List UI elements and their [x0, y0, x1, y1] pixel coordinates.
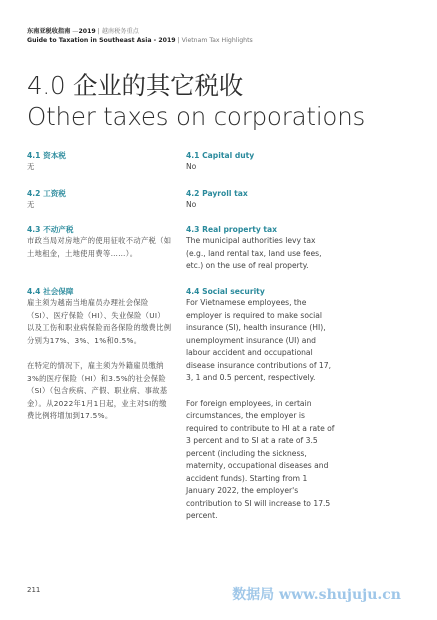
section-social-security-en [186, 286, 336, 523]
page-title-en: Other taxes on corporations [27, 102, 366, 131]
page-title-zh: 4.0 企业的其它税收 [27, 71, 244, 100]
section-heading: 4.1 资本税 [27, 151, 66, 160]
page-number: 211 [27, 586, 41, 594]
section-text: No [186, 200, 197, 209]
section-heading: 4.2 工资税 [27, 189, 66, 198]
header-subtitle-en: Vietnam Tax Highlights [181, 36, 253, 44]
header-subtitle-zh: 越南税务重点 [101, 28, 139, 35]
section-paragraph: For foreign employees, in certain circumstances, the employer is required to contribute to HI at a rate of 3 percent and to SI at a rate of 3.5 percent (including the sickness, maternity, occupational diseases and accident funds). Starting from 1 January 2022, the employer's contribution to SI will increase to 17.5 percent. [186, 398, 335, 520]
section-text: 无 [27, 200, 35, 209]
header-year: 2019 [78, 28, 96, 35]
section-social-security-zh [27, 286, 172, 423]
running-header [27, 28, 253, 45]
section-payroll-tax-en [186, 188, 336, 224]
header-line-1: 东南亚税收指南 —2019 | 越南税务重点 [27, 28, 139, 35]
watermark: 数据局 www.shujuju.cn [232, 587, 401, 603]
section-paragraph: For Vietnamese employees, the employer is required to make social insurance (SI), health insurance (HI), unemployment insurance (UI) and labour accident and occupational disease insurance contributions of 17, 3, 1 and 0.5 percent, respectively. [186, 298, 331, 382]
section-heading: 4.2 Payroll tax [186, 189, 248, 198]
section-text: 市政当局对房地产的使用征收不动产税（如土地租金，土地使用费等……）。 [27, 236, 172, 258]
section-capital-duty-zh [27, 150, 172, 188]
section-heading: 4.4 Social security [186, 287, 265, 296]
section-paragraph: 雇主须为越南当地雇员办理社会保险（SI）、医疗保险（HI）、失业保险（UI）以及工伤和职业病保险而各保险的缴费比例分别为17%、3%、1%和0.5%。 [27, 298, 172, 345]
section-text: No [186, 162, 197, 171]
section-text: 无 [27, 162, 35, 171]
section-heading: 4.1 Capital duty [186, 151, 255, 160]
english-column [186, 150, 336, 523]
section-text: The municipal authorities levy tax (e.g., land rental tax, land use fees, etc.) on the use of real property. [186, 236, 322, 270]
section-heading: 4.3 Real property tax [186, 225, 278, 234]
chinese-column [27, 150, 172, 423]
section-heading: 4.3 不动产税 [27, 225, 74, 234]
section-heading: 4.4 社会保障 [27, 287, 74, 296]
section-real-property-tax-zh [27, 224, 172, 286]
header-guide-title-en: Guide to Taxation in Southeast Asia - 2019 [27, 36, 176, 44]
section-capital-duty-en [186, 150, 336, 188]
section-payroll-tax-zh [27, 188, 172, 224]
section-paragraph: 在特定的情况下，雇主须为外籍雇员缴纳3%的医疗保险（HI）和3.5%的社会保险（SI）（包含疾病、产假、职业病、事故基金）。从2022年1月1日起，业主对SI的缴费比例将增加到17.5%。 [27, 361, 168, 420]
header-guide-title-zh: 东南亚税收指南 [27, 28, 71, 35]
section-real-property-tax-en [186, 224, 336, 286]
page-title [27, 70, 365, 132]
header-line-2: Guide to Taxation in Southeast Asia - 2019 | Vietnam Tax Highlights [27, 36, 253, 44]
